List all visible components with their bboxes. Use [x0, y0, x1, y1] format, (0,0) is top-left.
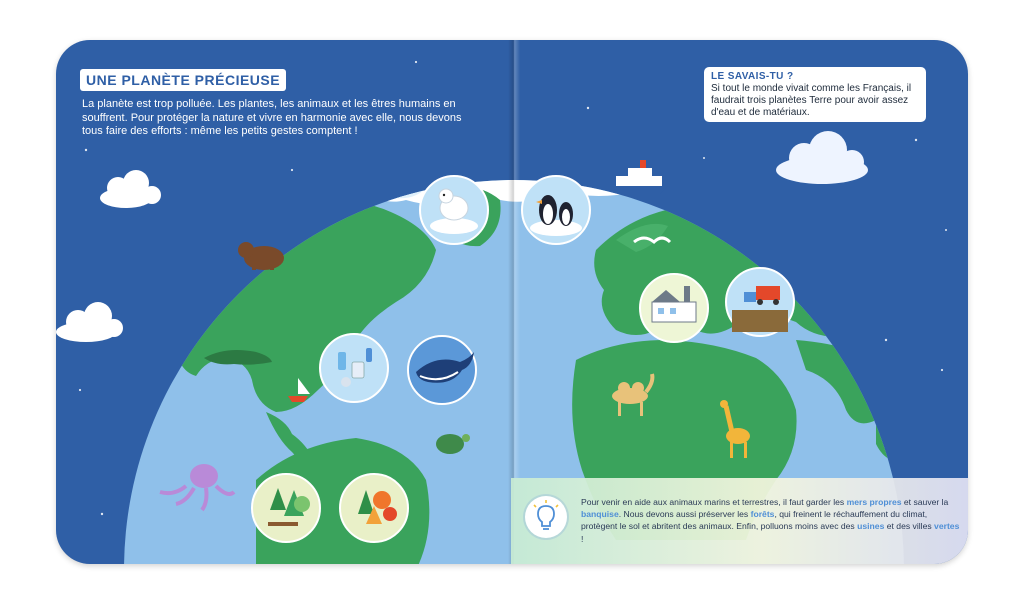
- info-panel: [511, 478, 968, 564]
- info-text-part: , qui freinent le réchauffement du climat, protègent le sol et abritent des animaux. Enfin, polluons moins avec des: [581, 509, 928, 532]
- intro-text: La planète est trop polluée. Les plantes, les animaux et les êtres humains en souffrent. Pour protéger la nature et vivre en harmonie avec elle, nous devons tous faire des efforts : même les petits gestes comptent !: [82, 98, 462, 137]
- whale-icon: [408, 336, 476, 404]
- highlight-forests: forêts: [750, 509, 775, 520]
- highlight-green: vertes: [934, 521, 960, 532]
- info-text-part: et des villes: [884, 521, 935, 532]
- page-title: UNE PLANÈTE PRÉCIEUSE: [80, 69, 286, 91]
- highlight-ice-floe: banquise: [581, 509, 619, 520]
- did-you-know-text: Si tout le monde vivait comme les Français, il faudrait trois planètes Terre pour avoir assez d'eau et de matériaux.: [711, 83, 912, 118]
- info-text-part: . Nous devons aussi préserver les: [618, 509, 751, 520]
- cloud-right: [776, 131, 868, 184]
- lightbulb-icon: [525, 496, 567, 538]
- bear-icon: [238, 242, 284, 270]
- factory-icon: [640, 274, 708, 342]
- highlight-clean-seas: mers propres: [846, 497, 902, 507]
- info-text-part: et sauver la: [901, 497, 949, 507]
- polar-bear-icon: [420, 176, 488, 244]
- forest-icon: [252, 474, 320, 542]
- info-text: [581, 496, 963, 545]
- cruise-ship-icon: [612, 160, 668, 194]
- penguins-icon: [522, 176, 590, 244]
- book-spread: [56, 40, 968, 564]
- plastic-waste-icon: [320, 334, 388, 402]
- burning-forest-icon: [340, 474, 408, 542]
- cloud-left-top: [100, 170, 161, 208]
- did-you-know-box: [704, 67, 926, 122]
- cloud-left-bottom: [56, 302, 123, 342]
- info-text-part: Pour venir en aide aux animaux marins et terrestres, il faut garder les: [581, 497, 847, 507]
- did-you-know-title: LE SAVAIS-TU ?: [711, 71, 794, 82]
- info-text-part: !: [581, 533, 584, 544]
- garbage-truck-icon: [726, 268, 794, 336]
- highlight-factories: usines: [857, 521, 885, 532]
